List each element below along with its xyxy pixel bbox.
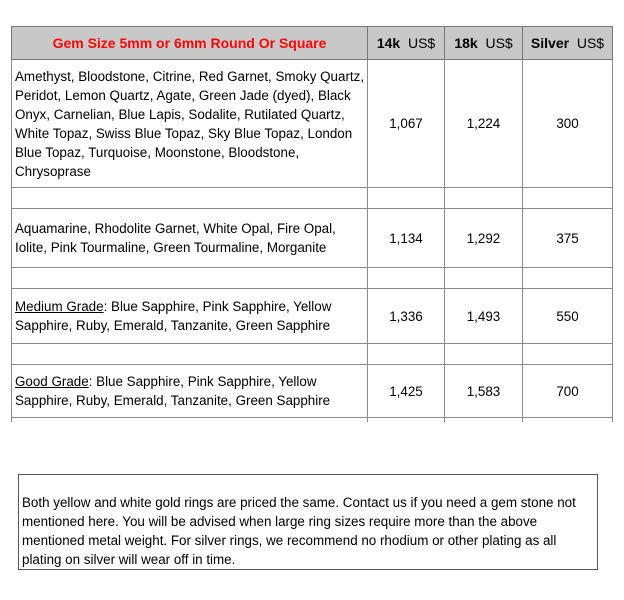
- gem-names: : Blue Sapphire, Pink Sapphire, Yellow Sapphire, Ruby, Emerald, Tanzanite, Green Sapphire: [15, 299, 332, 333]
- price-silver: 300: [523, 60, 613, 188]
- metal-label: 18k: [454, 34, 478, 51]
- gem-list: [12, 209, 368, 268]
- pricing-note-box: [18, 474, 598, 570]
- column-header-14k: [368, 27, 445, 60]
- price-silver: 700: [523, 365, 613, 418]
- price-table: [11, 26, 613, 422]
- table-row: [12, 209, 613, 268]
- price-14k: 1,067: [368, 60, 445, 188]
- price-18k: 1,583: [445, 365, 523, 418]
- currency-label: US$: [576, 34, 605, 51]
- price-18k: 1,493: [445, 289, 523, 344]
- gem-list: [12, 60, 368, 188]
- column-header-silver: [523, 27, 613, 60]
- price-18k: 1,292: [445, 209, 523, 268]
- spacer-row: [12, 344, 613, 365]
- gem-names: Aquamarine, Rhodolite Garnet, White Opal, Fire Opal, Iolite, Pink Tourmaline, Green Tourmaline, Morganite: [15, 221, 336, 255]
- gem-list: [12, 365, 368, 418]
- table-row: [12, 365, 613, 418]
- price-silver: 375: [523, 209, 613, 268]
- grade-label: Medium Grade: [15, 299, 104, 314]
- price-14k: 1,425: [368, 365, 445, 418]
- grade-label: Good Grade: [15, 374, 89, 389]
- table-row: [12, 289, 613, 344]
- spacer-row: [12, 268, 613, 289]
- metal-label: 14k: [376, 34, 401, 51]
- table-title: Gem Size 5mm or 6mm Round Or Square: [12, 27, 368, 60]
- price-14k: 1,336: [368, 289, 445, 344]
- table-row: [12, 60, 613, 188]
- gem-names: : Blue Sapphire, Pink Sapphire, Yellow Sapphire, Ruby, Emerald, Tanzanite, Green Sapphire: [15, 374, 331, 408]
- currency-label: US$: [485, 34, 513, 51]
- gem-list: [12, 289, 368, 344]
- table-header-row: [12, 27, 613, 60]
- column-header-18k: [445, 27, 523, 60]
- spacer-row: [12, 418, 613, 423]
- price-14k: 1,134: [368, 209, 445, 268]
- spacer-row: [12, 188, 613, 209]
- gem-names: Amethyst, Bloodstone, Citrine, Red Garnet, Smoky Quartz, Peridot, Lemon Quartz, Agate, Green Jade (dyed), Black Onyx, Carnelian, Blue Lapis, Sodalite, Rutilated Quartz, White Topaz, Swiss Blue Topaz, Sky Blue Topaz, London Blue Topaz, Turquoise, Moonstone, Bloodstone, Chrysoprase: [15, 68, 365, 179]
- price-silver: 550: [523, 289, 613, 344]
- price-18k: 1,224: [445, 60, 523, 188]
- currency-label: US$: [407, 34, 436, 51]
- metal-label: Silver: [530, 34, 570, 51]
- pricing-note-text: Both yellow and white gold rings are priced the same. Contact us if you need a gem stone not mentioned here. You will be advised when large ring sizes require more than the above mentioned metal weight. For silver rings, we recommend no rhodium or other plating as all plating on silver will wear off in time.: [22, 495, 576, 567]
